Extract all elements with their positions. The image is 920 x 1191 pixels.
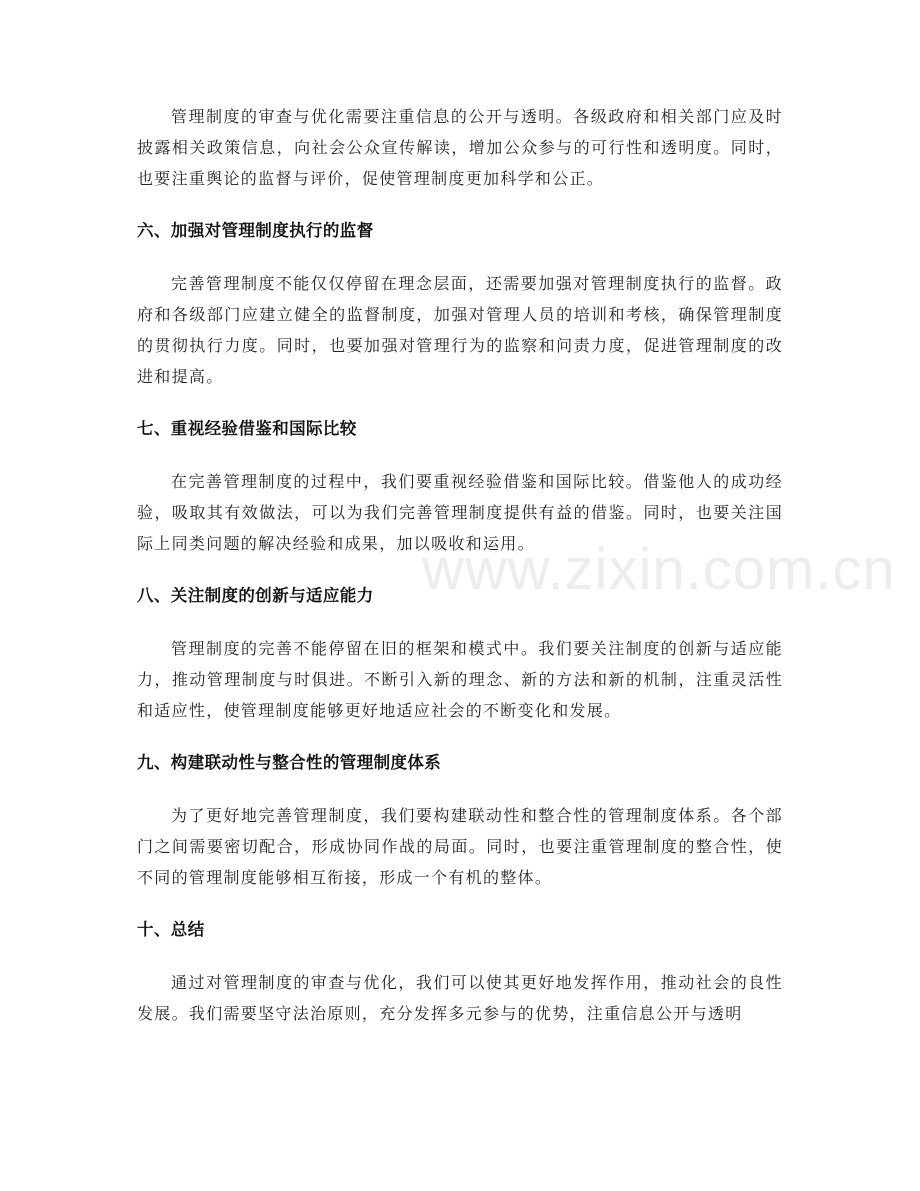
section-heading-6: 六、加强对管理制度执行的监督 <box>137 221 374 240</box>
section-heading-10: 十、总结 <box>137 920 205 939</box>
section-paragraph-10: 通过对管理制度的审查与优化，我们可以使其更好地发挥作用，推动社会的良性发展。我们需要坚守法治原则，充分发挥多元参与的优势，注重信息公开与透明 <box>137 973 783 1023</box>
section-paragraph-9: 为了更好地完善管理制度，我们要构建联动性和整合性的管理制度体系。各个部门之间需要密切配合，形成协同作战的局面。同时，也要注重管理制度的整合性，使不同的管理制度能够相互衔接，形成一个有机的整体。 <box>137 806 783 887</box>
section-paragraph-7: 在完善管理制度的过程中，我们要重视经验借鉴和国际比较。借鉴他人的成功经验，吸取其有效做法，可以为我们完善管理制度提供有益的借鉴。同时，也要关注国际上同类问题的解决经验和成果，加以吸收和运用。 <box>137 472 783 553</box>
section-heading-7: 七、重视经验借鉴和国际比较 <box>137 419 357 438</box>
section-paragraph-6: 完善管理制度不能仅仅停留在理念层面，还需要加强对管理制度执行的监督。政府和各级部门应建立健全的监督制度，加强对管理人员的培训和考核，确保管理制度的贯彻执行力度。同时，也要加强对管理行为的监察和问责力度，促进管理制度的改进和提高。 <box>137 274 783 386</box>
section-heading-9: 九、构建联动性与整合性的管理制度体系 <box>137 753 442 772</box>
intro-paragraph: 管理制度的审查与优化需要注重信息的公开与透明。各级政府和相关部门应及时披露相关政策信息，向社会公众宣传解读，增加公众参与的可行性和透明度。同时，也要注重舆论的监督与评价，促使管理制度更加科学和公正。 <box>137 107 783 188</box>
document-body <box>137 101 783 1029</box>
section-paragraph-8: 管理制度的完善不能停留在旧的框架和模式中。我们要关注制度的创新与适应能力，推动管理制度与时俱进。不断引入新的理念、新的方法和新的机制，注重灵活性和适应性，使管理制度能够更好地适应社会的不断变化和发展。 <box>137 639 783 720</box>
watermark: www.zixin.com.cn <box>422 537 896 602</box>
section-heading-8: 八、关注制度的创新与适应能力 <box>137 586 374 605</box>
